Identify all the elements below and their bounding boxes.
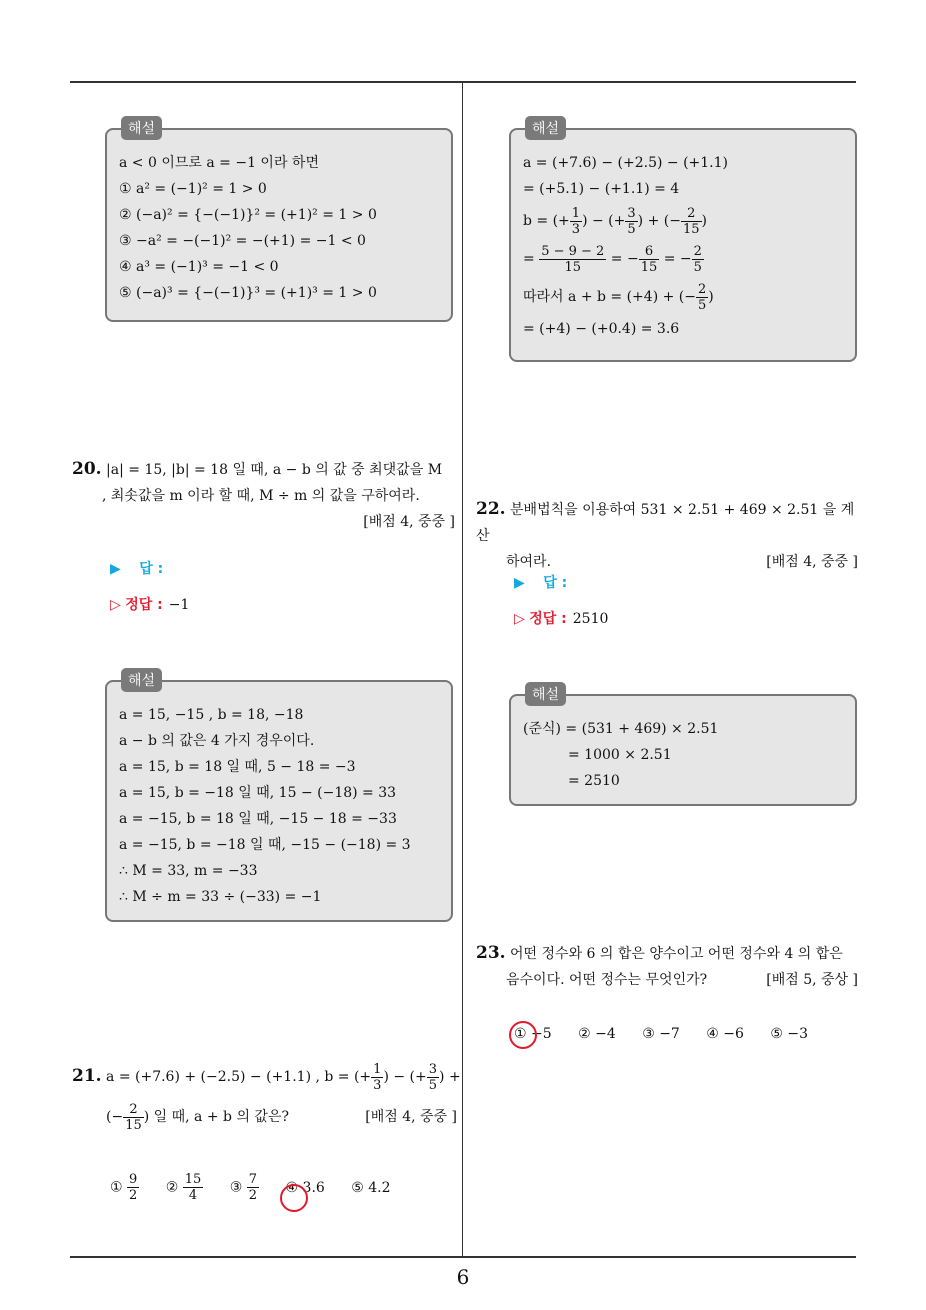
solution-tag: 해설: [121, 116, 162, 140]
selected-circle-icon: [509, 1021, 537, 1049]
fraction: $\frac{2}{5}$: [693, 243, 702, 275]
correct-answer-20: [110, 594, 189, 614]
question-text: |a| = 15, |b| = 18 일 때, a − b 의 값 중 최댓값을 M: [106, 462, 443, 478]
correct-label: 정답 :: [125, 597, 163, 613]
solution-line: ① a² = (−1)² = 1 > 0: [119, 181, 267, 197]
question-text: ) 일 때, a + b 의 값은?: [143, 1109, 289, 1125]
correct-answer-22: [514, 608, 608, 628]
choice-2[interactable]: ② $\frac{15}{4}$: [165, 1172, 202, 1203]
question-number: 20.: [72, 459, 102, 479]
choice-5[interactable]: ⑤ 4.2: [351, 1179, 391, 1196]
top-rule: [70, 81, 856, 83]
solution-line: [523, 278, 843, 316]
solution-line: ② (−a)² = {−(−1)}² = (+1)² = 1 > 0: [119, 207, 377, 223]
question-text: 하여라.: [506, 554, 552, 570]
solution-tag: 해설: [121, 668, 162, 692]
question-score: [배점 4, 중중 ]: [365, 1109, 457, 1125]
solution-tag: 해설: [525, 682, 566, 706]
question-score: [배점 5, 중상 ]: [766, 972, 858, 988]
solution-line: a < 0 이므로 a = −1 이라 하면: [119, 155, 319, 171]
page-number: 6: [456, 1265, 470, 1289]
expr-text: = −: [610, 251, 639, 267]
solution-line: a = 15, −15 , b = 18, −18: [119, 707, 304, 723]
expr-text: ): [701, 213, 707, 229]
choice-4[interactable]: ④ −6: [706, 1026, 744, 1042]
solution-box-22: [509, 687, 857, 806]
question-score: [배점 4, 중중 ]: [363, 514, 455, 530]
solution-line: a = (+7.6) − (+2.5) − (+1.1): [523, 155, 728, 171]
question-number: 22.: [476, 499, 506, 519]
solution-line: ∴ M = 33, m = −33: [119, 863, 258, 879]
choice-3[interactable]: ③ $\frac{7}{2}$: [229, 1172, 258, 1203]
outline-triangle-icon: ▷: [514, 611, 525, 627]
question-text: 어떤 정수와 6 의 합은 양수이고 어떤 정수와 4 의 합은: [510, 946, 843, 962]
fraction: $\frac{2}{15}$: [682, 205, 700, 237]
correct-value: 2510: [572, 611, 609, 627]
selected-circle-icon: [280, 1184, 308, 1212]
question-20: [72, 456, 455, 535]
question-text: a = (+7.6) + (−2.5) − (+1.1) , b = (+: [106, 1069, 372, 1085]
solution-line: ④ a³ = (−1)³ = −1 < 0: [119, 259, 279, 275]
choices-23: [514, 1026, 830, 1042]
expr-text: b = (+: [523, 213, 570, 229]
question-text: ) +: [439, 1069, 461, 1085]
solution-line: = (+4) − (+0.4) = 3.6: [523, 321, 680, 337]
question-score: [배점 4, 중중 ]: [766, 554, 858, 570]
solution-line: = 1000 × 2.51: [568, 747, 672, 763]
solution-line: [523, 240, 843, 278]
fraction: $\frac{1}{3}$: [571, 205, 581, 237]
fraction: $\frac{3}{5}$: [428, 1061, 438, 1093]
solution-tag: 해설: [525, 116, 566, 140]
solution-line: [523, 202, 843, 240]
question-text: (−: [106, 1109, 124, 1125]
choice-5[interactable]: ⑤ −3: [770, 1026, 809, 1042]
solution-line: ⑤ (−a)³ = {−(−1)}³ = (+1)³ = 1 > 0: [119, 285, 377, 301]
solution-line: ③ −a² = −(−1)² = −(+1) = −1 < 0: [119, 233, 366, 249]
expr-text: = −: [663, 251, 692, 267]
solution-line: a − b 의 값은 4 가지 경우이다.: [119, 733, 315, 749]
choice-4[interactable]: ④ 3.6: [286, 1180, 325, 1196]
question-text: 분배법칙을 이용하여 531 × 2.51 + 469 × 2.51 을 계산: [476, 502, 855, 544]
question-number: 23.: [476, 943, 506, 963]
solution-line: ∴ M ÷ m = 33 ÷ (−33) = −1: [119, 889, 322, 905]
expr-text: ): [708, 289, 714, 305]
play-triangle-icon: ▶: [110, 561, 121, 577]
solution-line: a = −15, b = 18 일 때, −15 − 18 = −33: [119, 811, 397, 827]
solution-line: = (+5.1) − (+1.1) = 4: [523, 181, 680, 197]
fraction: $\frac{2}{5}$: [697, 281, 707, 313]
fraction: $\frac{2}{15}$: [125, 1101, 142, 1133]
solution-line: a = −15, b = −18 일 때, −15 − (−18) = 3: [119, 837, 411, 853]
solution-box-19: [105, 121, 453, 322]
question-text: 음수이다. 어떤 정수는 무엇인가?: [506, 972, 708, 988]
solution-line: a = 15, b = −18 일 때, 15 − (−18) = 33: [119, 785, 397, 801]
answer-label: 답 :: [543, 575, 568, 591]
answer-field-22[interactable]: [514, 572, 567, 592]
question-21: [72, 1056, 461, 1137]
solution-line: (준식) = (531 + 469) × 2.51: [523, 721, 719, 737]
question-23: [476, 940, 858, 993]
choice-3[interactable]: ③ −7: [642, 1026, 680, 1042]
answer-label: 답 :: [139, 561, 164, 577]
question-number: 21.: [72, 1066, 102, 1086]
outline-triangle-icon: ▷: [110, 597, 121, 613]
correct-label: 정답 :: [529, 611, 567, 627]
answer-field-20[interactable]: [110, 558, 163, 578]
choice-1[interactable]: ① $\frac{9}{2}$: [110, 1172, 138, 1203]
solution-line: a = 15, b = 18 일 때, 5 − 18 = −3: [119, 759, 356, 775]
question-text: , 최솟값을 m 이라 할 때, M ÷ m 의 값을 구하여라.: [102, 488, 420, 504]
fraction: $\frac{6}{15}$: [640, 243, 658, 275]
solution-box-20: [105, 673, 453, 922]
correct-value: −1: [168, 597, 190, 613]
expr-text: 따라서 a + b = (+4) + (−: [523, 289, 696, 305]
fraction: $\frac{3}{5}$: [627, 205, 636, 237]
bottom-rule: [70, 1256, 856, 1258]
question-22: [476, 496, 858, 575]
choice-1[interactable]: ① −5: [514, 1026, 552, 1042]
question-text: ) − (+: [383, 1069, 427, 1085]
choices-21: [110, 1172, 413, 1203]
solution-line: = 2510: [568, 773, 620, 789]
choice-2[interactable]: ② −4: [578, 1026, 616, 1042]
expr-text: =: [523, 251, 535, 267]
expr-text: ) − (+: [582, 213, 626, 229]
column-divider: [462, 83, 463, 1258]
solution-box-18: [509, 121, 857, 362]
play-triangle-icon: ▶: [514, 575, 525, 591]
fraction: $\frac{5 - 9 - 2}{15}$: [541, 243, 605, 275]
expr-text: ) + (−: [637, 213, 681, 229]
fraction: $\frac{1}{3}$: [373, 1061, 382, 1093]
